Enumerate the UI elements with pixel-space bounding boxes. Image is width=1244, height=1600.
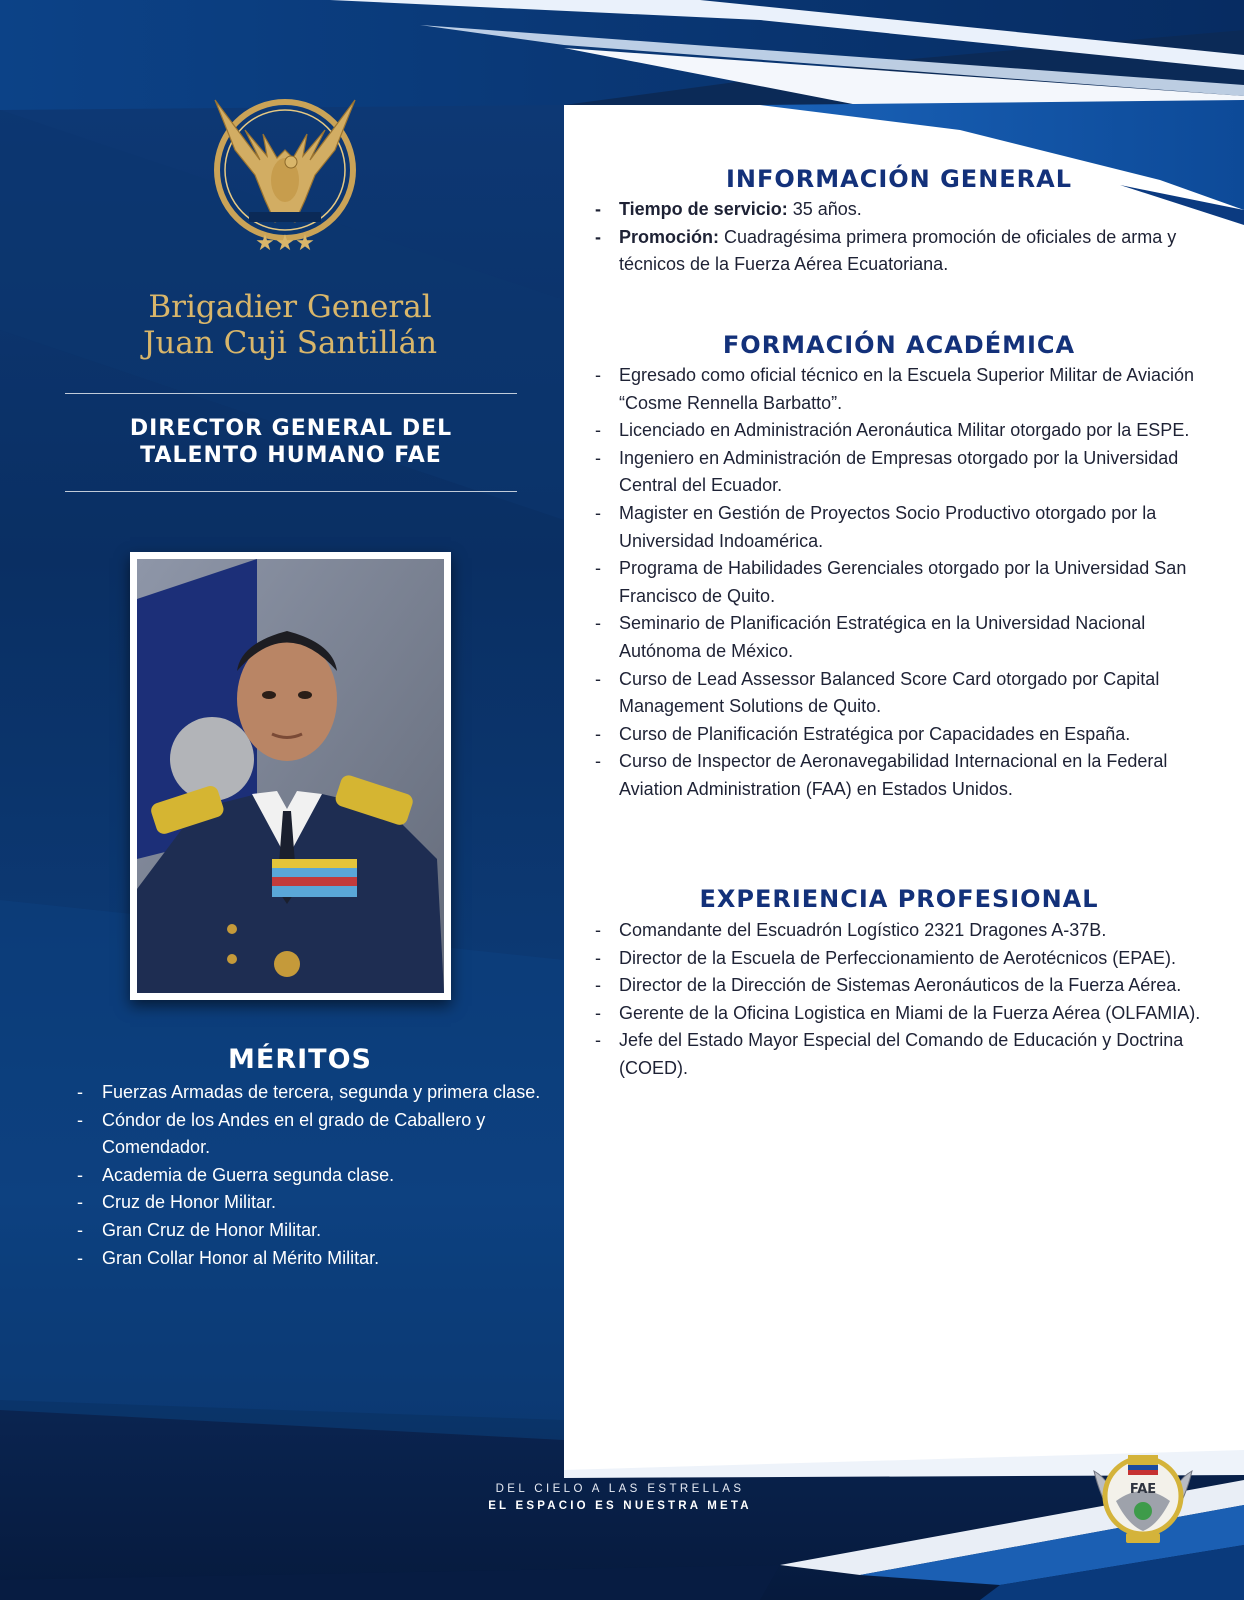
fae-logo-icon xyxy=(1092,1441,1194,1551)
merits-list xyxy=(72,1079,542,1272)
svg-text:★: ★ xyxy=(275,231,295,256)
academic-item: - Magister en Gestión de Proyectos Socio Productivo otorgado por la Universidad Indoamérica. xyxy=(592,500,1212,555)
info-value: Cuadragésima primera promoción de oficiales de arma y técnicos de la Fuerza Aérea Ecuatoriana. xyxy=(619,226,1177,275)
academic-item: - Curso de Inspector de Aeronavegabilidad Internacional en la Federal Aviation Administration (FAA) en Estados Unidos. xyxy=(592,748,1212,803)
info-item-promotion xyxy=(592,224,1212,279)
motto-line-2: EL ESPACIO ES NUESTRA META xyxy=(488,1500,752,1512)
portrait-photo xyxy=(130,552,451,1000)
academic-item: - Seminario de Planificación Estratégica en la Universidad Nacional Autónoma de México. xyxy=(592,610,1212,665)
experience-item: - Director de la Dirección de Sistemas Aeronáuticos de la Fuerza Aérea. xyxy=(592,972,1212,1000)
name-rank: Brigadier General xyxy=(148,289,432,325)
info-label: Tiempo de servicio: xyxy=(619,199,788,219)
academic-item: - Curso de Lead Assessor Balanced Score Card otorgado por Capital Management Solutions de Quito. xyxy=(592,666,1212,721)
academic-item: - Licenciado en Administración Aeronáutica Militar otorgado por la ESPE. xyxy=(592,417,1212,445)
name-full: Juan Cuji Santillán xyxy=(142,325,438,361)
info-label: Promoción: xyxy=(619,226,720,247)
fae-logo-text: FAE xyxy=(1129,1482,1157,1497)
merit-item: - Cóndor de los Andes en el grado de Caballero y Comendador. xyxy=(72,1107,542,1162)
info-item-service xyxy=(592,196,1212,224)
motto-line-1: DEL CIELO A LAS ESTRELLAS xyxy=(495,1483,745,1495)
experience-item: - Jefe del Estado Mayor Especial del Comando de Educación y Doctrina (COED). xyxy=(592,1027,1212,1082)
academic-item: - Ingeniero en Administración de Empresas otorgado por la Universidad Central del Ecuador. xyxy=(592,445,1212,500)
merit-item: - Fuerzas Armadas de tercera, segunda y primera clase. xyxy=(72,1079,542,1107)
experience-item: - Comandante del Escuadrón Logístico 2321 Dragones A-37B. xyxy=(592,917,1212,945)
svg-text:★: ★ xyxy=(255,231,275,256)
academic-item: - Curso de Planificación Estratégica por Capacidades en España. xyxy=(592,721,1212,749)
experience-list xyxy=(592,917,1212,1083)
academic-item: - Programa de Habilidades Gerenciales otorgado por la Universidad San Francisco de Quito. xyxy=(592,555,1212,610)
portrait-image xyxy=(137,559,444,993)
experience-item: - Director de la Escuela de Perfeccionamiento de Aerotécnicos (EPAE). xyxy=(592,945,1212,973)
merit-item: - Cruz de Honor Militar. xyxy=(72,1189,542,1217)
merits-title: MÉRITOS xyxy=(228,1044,372,1075)
position-line-2: TALENTO HUMANO FAE xyxy=(140,443,442,468)
divider-bottom xyxy=(65,491,517,492)
svg-text:★: ★ xyxy=(295,231,315,256)
position-title xyxy=(65,415,517,469)
experience-title: EXPERIENCIA PROFESIONAL xyxy=(699,885,1099,913)
general-info-list xyxy=(592,196,1212,279)
academic-list xyxy=(592,362,1212,804)
merit-item: - Gran Cruz de Honor Militar. xyxy=(72,1217,542,1245)
eagle-emblem-icon xyxy=(205,90,365,265)
academic-title: FORMACIÓN ACADÉMICA xyxy=(722,331,1076,359)
merit-item: - Academia de Guerra segunda clase. xyxy=(72,1162,542,1190)
divider-top xyxy=(65,393,517,394)
info-value: 35 años. xyxy=(787,199,862,219)
merit-item: - Gran Collar Honor al Mérito Militar. xyxy=(72,1245,542,1273)
position-line-1: DIRECTOR GENERAL DEL xyxy=(129,416,453,441)
experience-item: - Gerente de la Oficina Logistica en Miami de la Fuerza Aérea (OLFAMIA). xyxy=(592,1000,1212,1028)
general-info-title: INFORMACIÓN GENERAL xyxy=(725,165,1073,193)
academic-item: - Egresado como oficial técnico en la Escuela Superior Militar de Aviación “Cosme Rennella Barbatto”. xyxy=(592,362,1212,417)
